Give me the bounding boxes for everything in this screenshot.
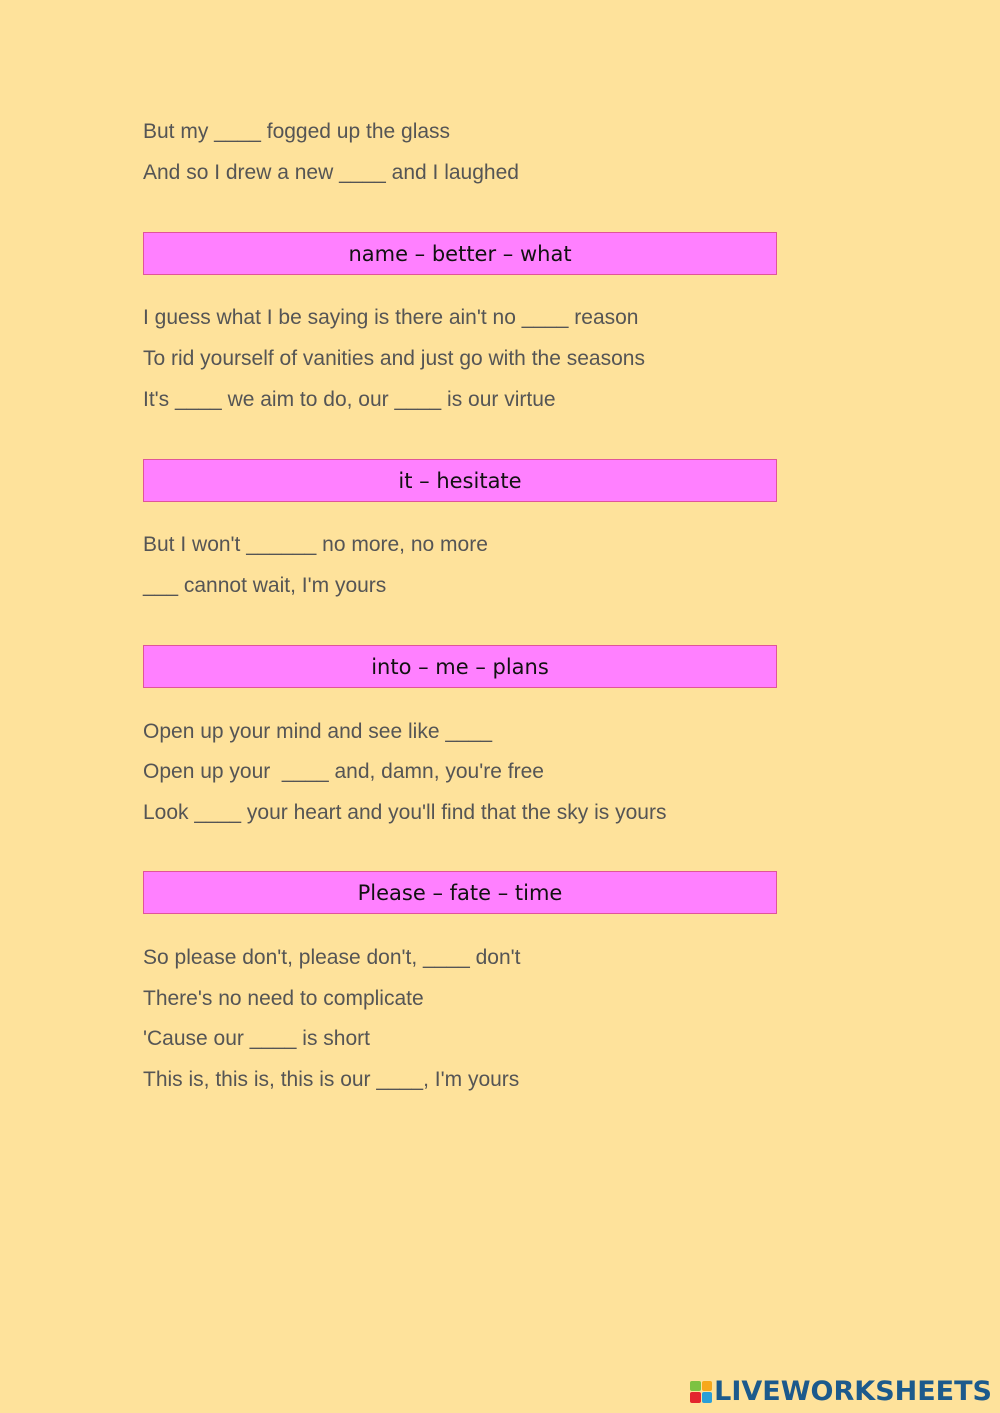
lyric-line: I guess what I be saying is there ain't no ____ reason: [143, 306, 639, 329]
logo-square: [702, 1381, 713, 1392]
word-bank-box: into – me – plans: [143, 645, 777, 688]
lyric-line: This is, this is, this is our ____, I'm yours: [143, 1068, 520, 1091]
lyric-line: But my ____ fogged up the glass: [143, 120, 451, 143]
lyric-line: Open up your ____ and, damn, you're free: [143, 760, 544, 783]
logo-square: [702, 1392, 713, 1403]
lyric-line: There's no need to complicate: [143, 987, 424, 1010]
lyric-line: Look ____ your heart and you'll find that the sky is yours: [143, 801, 667, 824]
logo-square: [690, 1392, 701, 1403]
word-bank-box: Please – fate – time: [143, 871, 777, 914]
word-bank-box: name – better – what: [143, 232, 777, 275]
logo-text: LIVEWORKSHEETS: [714, 1376, 992, 1407]
liveworksheets-logo-icon: [690, 1381, 712, 1403]
word-bank-box: it – hesitate: [143, 459, 777, 502]
lyric-line: To rid yourself of vanities and just go with the seasons: [143, 347, 645, 370]
lyric-line: ___ cannot wait, I'm yours: [143, 574, 387, 597]
lyric-line: And so I drew a new ____ and I laughed: [143, 161, 519, 184]
lyric-line: So please don't, please don't, ____ don't: [143, 946, 521, 969]
lyric-line: It's ____ we aim to do, our ____ is our virtue: [143, 388, 556, 411]
lyric-line: 'Cause our ____ is short: [143, 1027, 370, 1050]
logo-square: [690, 1381, 701, 1392]
lyric-line: But I won't ______ no more, no more: [143, 533, 488, 556]
liveworksheets-logo[interactable]: [690, 1376, 992, 1407]
lyric-line: Open up your mind and see like ____: [143, 720, 493, 743]
